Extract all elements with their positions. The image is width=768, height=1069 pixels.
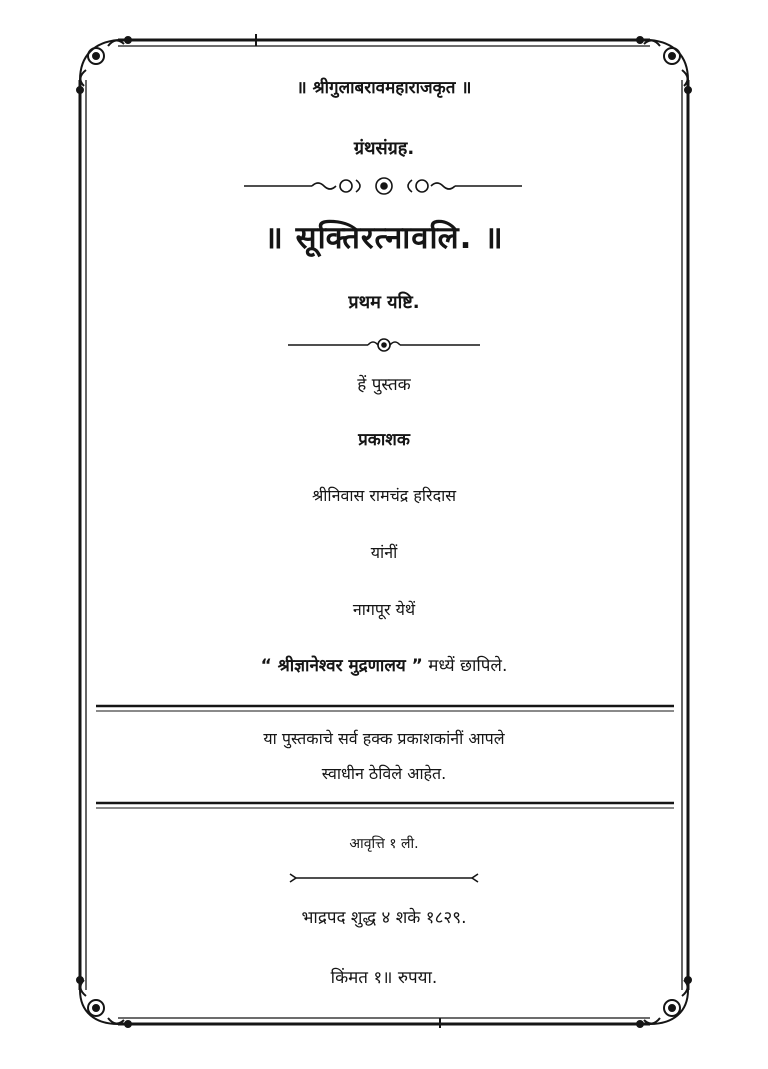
publisher-label: प्रकाशक: [358, 430, 410, 450]
subtitle: ग्रंथसंग्रह.: [353, 138, 415, 159]
part-label: प्रथम यष्टि.: [348, 292, 420, 313]
press-suffix: मध्यें छापिले.: [422, 656, 508, 676]
date-text: भाद्रपद शुद्ध ४ शके १८२९.: [301, 908, 467, 928]
ornamental-divider-2: [288, 339, 480, 351]
by-whom-text: यांनीं: [370, 543, 398, 562]
press-line: [86, 653, 682, 676]
ornamental-divider-1: [244, 178, 522, 194]
press-name: “ श्रीज्ञानेश्वर मुद्रणालय ”: [260, 656, 423, 676]
publisher-name: श्रीनिवास रामचंद्र हरिदास: [311, 486, 457, 505]
rights-line-2: स्वाधीन ठेविले आहेत.: [321, 764, 447, 783]
header-line: ॥ श्रीगुलाबरावमहाराजकृत ॥: [296, 78, 472, 98]
price-text: किंमत १॥ रुपया.: [330, 968, 438, 988]
rights-line-1: या पुस्तकाचे सर्व हक्क प्रकाशकांनीं आपले: [263, 729, 505, 748]
rights-box: [96, 706, 674, 808]
book-title: ॥ सूक्तिरत्नावलि. ॥: [264, 220, 504, 256]
this-book-text: हें पुस्तक: [357, 375, 411, 395]
divider-3: [290, 874, 478, 882]
edition-text: आवृत्ति १ ली.: [349, 836, 419, 852]
place-text: नागपूर येथें: [352, 600, 416, 619]
